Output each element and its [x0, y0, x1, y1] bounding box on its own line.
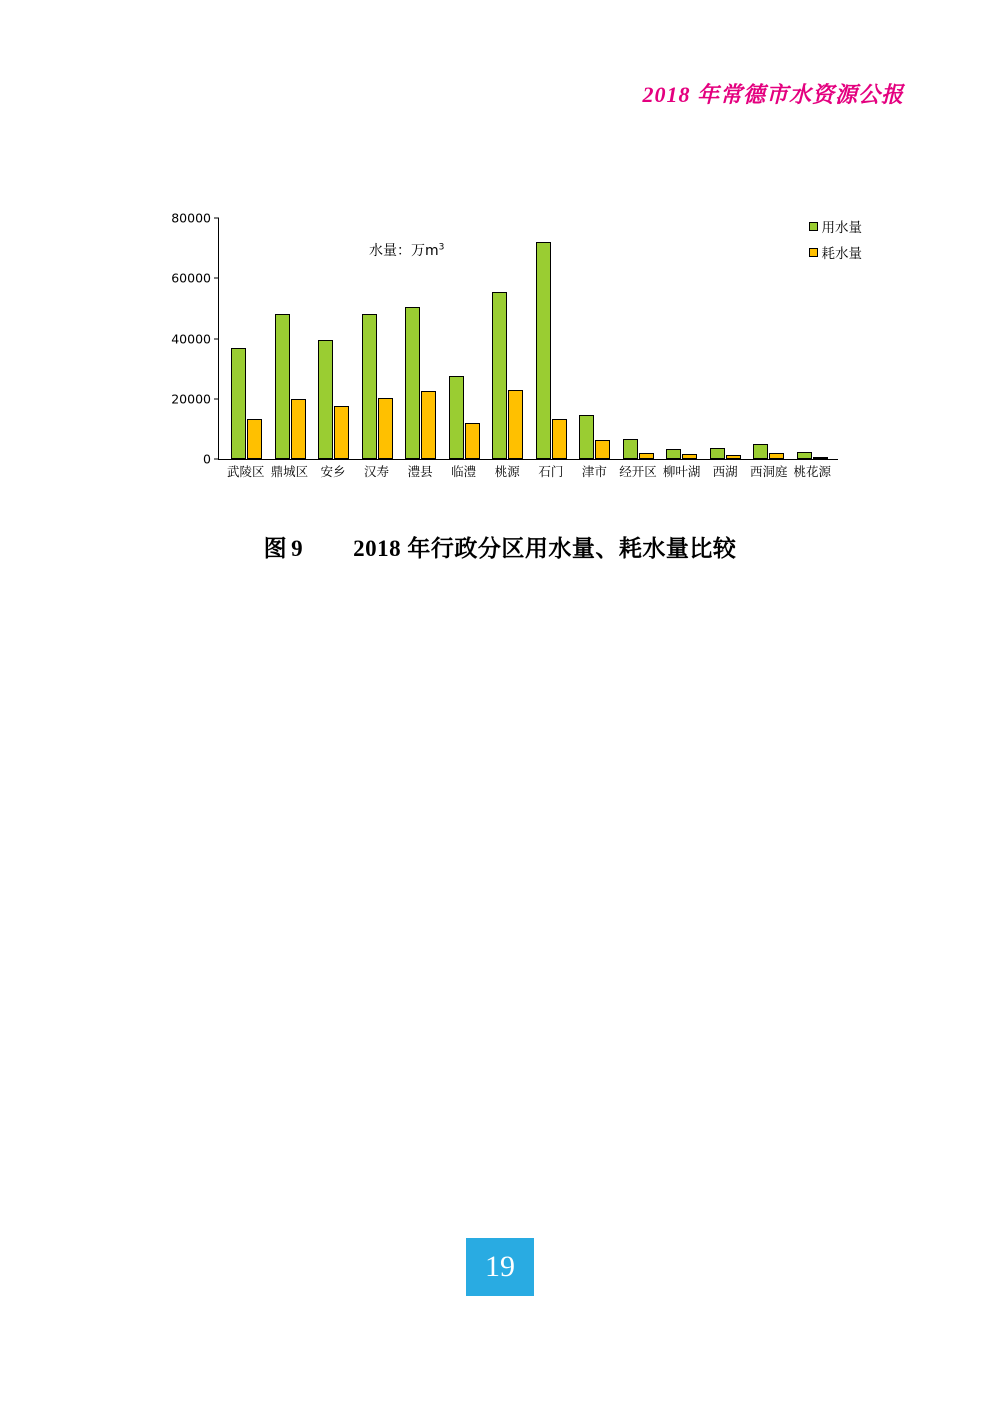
bar-group	[573, 218, 617, 459]
x-axis-label: 鼎城区	[270, 464, 309, 479]
bar-group	[486, 218, 530, 459]
bar-use	[318, 340, 333, 459]
bar-group	[791, 218, 835, 459]
bar-group	[356, 218, 400, 459]
bar-use	[405, 307, 420, 459]
x-axis-labels	[218, 462, 838, 480]
bar-group	[312, 218, 356, 459]
bar-use	[623, 439, 638, 459]
bar-group	[704, 218, 748, 459]
legend-label-use: 用水量	[821, 220, 862, 236]
bar-group	[617, 218, 661, 459]
bar-use	[666, 449, 681, 459]
x-axis-label: 临澧	[451, 464, 477, 479]
figure-caption	[0, 530, 1000, 563]
x-axis-label: 澧县	[407, 464, 433, 479]
bar-group	[399, 218, 443, 459]
bar-consume	[334, 406, 349, 459]
figure-number: 9	[291, 536, 304, 561]
figure-caption-text: 2018 年行政分区用水量、耗水量比较	[353, 536, 737, 561]
document-header-title: 2018 年常德市水资源公报	[642, 82, 904, 107]
bar-group	[269, 218, 313, 459]
bar-consume	[726, 455, 741, 459]
bar-use	[275, 314, 290, 459]
page-number-badge: 19	[466, 1238, 534, 1296]
bar-consume	[682, 454, 697, 459]
bar-use	[492, 292, 507, 459]
bar-chart	[120, 200, 880, 500]
bar-consume	[552, 419, 567, 459]
bar-use	[536, 242, 551, 459]
bar-use	[710, 448, 725, 459]
bar-use	[753, 444, 768, 459]
y-tick-label-0: 0	[203, 451, 211, 467]
bar-consume	[247, 419, 262, 459]
x-axis-label: 经开区	[619, 464, 657, 479]
bar-use	[579, 415, 594, 459]
x-axis-label: 津市	[581, 464, 607, 479]
bar-consume	[639, 453, 654, 459]
x-axis-label: 西洞庭	[749, 464, 788, 479]
bar-groups	[219, 218, 838, 459]
figure-label: 图	[263, 536, 288, 561]
bar-use	[362, 314, 377, 459]
bar-consume	[378, 398, 393, 459]
unit-note: 水量：万$m^3$	[369, 242, 445, 259]
bar-group	[660, 218, 704, 459]
x-axis-label: 柳叶湖	[662, 464, 701, 479]
bar-consume	[769, 453, 784, 459]
y-tick-label-20000: 20000	[171, 391, 211, 407]
bar-group	[443, 218, 487, 459]
bar-group	[747, 218, 791, 459]
bar-consume	[465, 423, 480, 459]
bar-group	[530, 218, 574, 459]
plot-area	[171, 210, 838, 467]
legend-label-consume: 耗水量	[821, 246, 862, 262]
bar-group	[225, 218, 269, 459]
y-tick-label-80000: 80000	[171, 210, 211, 226]
bar-consume	[813, 457, 828, 459]
x-axis-label: 石门	[538, 464, 564, 479]
y-tick-label-40000: 40000	[171, 331, 211, 346]
x-axis-label: 桃源	[494, 464, 520, 479]
y-tick-label-60000: 60000	[171, 270, 211, 286]
bar-consume	[421, 391, 436, 459]
bar-use	[797, 452, 812, 459]
bar-consume	[508, 390, 523, 459]
x-axis-label: 桃花源	[793, 464, 832, 479]
x-axis-label: 西湖	[712, 464, 738, 479]
bar-use	[231, 348, 246, 459]
bar-consume	[595, 440, 610, 459]
x-axis-label: 汉寿	[364, 464, 390, 479]
x-axis-label: 武陵区	[227, 464, 265, 479]
bar-use	[449, 376, 464, 459]
bar-consume	[291, 399, 306, 459]
x-axis-label: 安乡	[320, 464, 346, 479]
